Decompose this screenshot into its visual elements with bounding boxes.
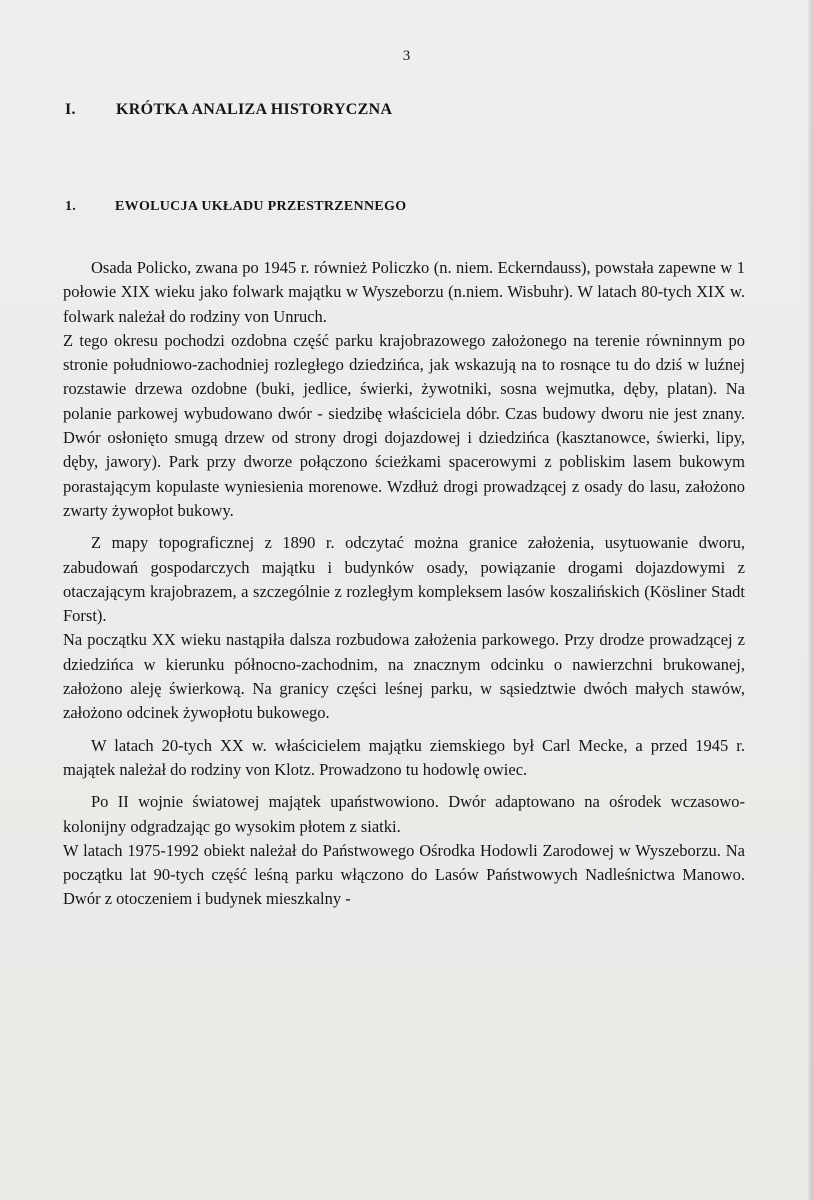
paragraph: Po II wojnie światowej majątek upaństwowiono. Dwór adaptowano na ośrodek wczasowo-kolonijny odgradzając go wysokim płotem z siatki.: [63, 792, 745, 836]
body-text: [63, 256, 745, 912]
section-title: EWOLUCJA UKŁADU PRZESTRZENNEGO: [115, 199, 407, 214]
chapter-title: KRÓTKA ANALIZA HISTORYCZNA: [116, 101, 393, 118]
paragraph: W latach 20-tych XX w. właścicielem majątku ziemskiego był Carl Mecke, a przed 1945 r. majątek należał do rodziny von Klotz. Prowadzono tu hodowlę owiec.: [63, 735, 745, 779]
chapter-heading: [65, 101, 765, 119]
chapter-number: I.: [65, 101, 76, 118]
paragraph: Osada Policko, zwana po 1945 r. również Policzko (n. niem. Eckerndauss), powstała zapewne w 1 połowie XIX wieku jako folwark majątku w Wyszeborzu (n.niem. Wisbuhr). W latach 80-tych XIX w. folwark należał do rodziny von Unruch.: [63, 258, 745, 326]
paragraph: Na początku XX wieku nastąpiła dalsza rozbudowa założenia parkowego. Przy drodze prowadzącej z dziedzińca w kierunku północno-zachodnim, na znacznym odcinku o nawierzchni brukowanej, założono aleję świerkową. Na granicy części leśnej parku, w sąsiedztwie dwóch małych stawów, założono odcinek żywopłotu bukowego.: [63, 630, 745, 723]
scan-edge-shadow: [807, 0, 813, 1200]
section-heading: [65, 199, 765, 215]
page-number: 3: [402, 48, 411, 64]
paragraph: W latach 1975-1992 obiekt należał do Państwowego Ośrodka Hodowli Zarodowej w Wyszeborzu. Na początku lat 90-tych część leśną parku włączono do Lasów Państwowych Nadleśnictwa Manowo. Dwór z otoczeniem i budynek mieszkalny -: [63, 840, 745, 909]
section-number: 1.: [65, 199, 77, 214]
paragraph: Z tego okresu pochodzi ozdobna część parku krajobrazowego założonego na terenie równinnym po stronie południowo-zachodniej rozległego dziedzińca, jak wskazują na to rosnące tu do dziś w luźnej rozstawie drzewa ozdobne (buki, jedlice, świerki, żywotniki, sosna wejmutka, dęby, platan). Na polanie parkowej wybudowano dwór - siedzibę właściciela dóbr. Czas budowy dworu nie jest znany. Dwór osłonięto smugą drzew od strony drogi dojazdowej i dziedzińca (kasztanowce, świerki, lipy, dęby, jawory). Park przy dworze połączono ścieżkami spacerowymi z pobliskim lasem bukowym porastającym kopulaste wyniesienia morenowe. Wzdłuż drogi prowadzącej z osady do lasu, założono zwarty żywopłot bukowy.: [63, 330, 745, 520]
paragraph: Z mapy topograficznej z 1890 r. odczytać można granice założenia, usytuowanie dworu, zabudowań gospodarczych majątku i budynków osady, powiązanie drogami dojazdowymi z otaczającym krajobrazem, a szczególnie z rozległym kompleksem lasów koszalińskich (Kösliner Stadt Forst).: [63, 533, 745, 626]
